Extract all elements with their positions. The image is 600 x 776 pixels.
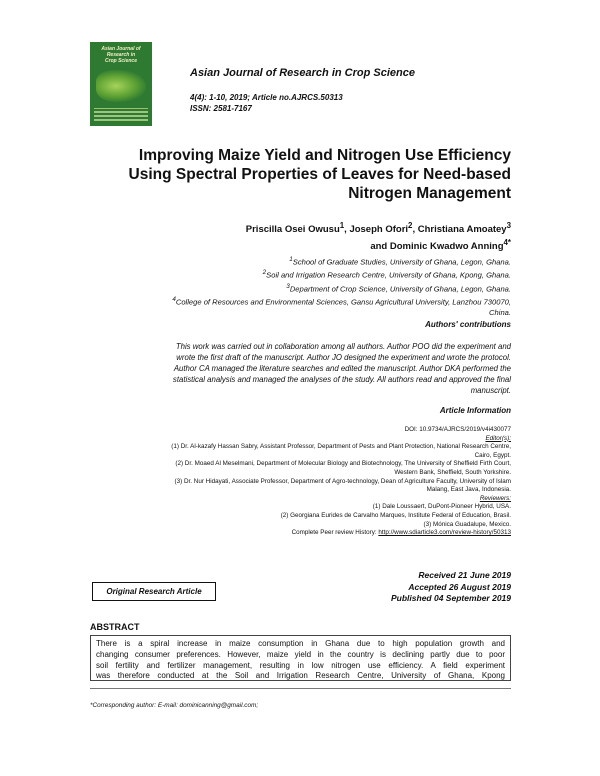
contributions-line: This work was carried out in collaboration among all authors. Author POO did the experiment and [175, 342, 511, 351]
affiliation [90, 268, 511, 281]
author-name: Christiana Amoatey [417, 224, 507, 236]
abstract-line: was therefore conducted at the Soil and Irrigation Research Centre, University of Ghana, Kpong [96, 671, 505, 681]
affiliation-sup: 1 [289, 256, 293, 263]
author-list [150, 219, 511, 253]
editor-line: (2) Dr. Moaed Al Meselmani, Department of Molecular Biology and Biotechnology, The University of Sheffield Firth Court, [175, 460, 511, 468]
author-line-1 [150, 219, 511, 236]
published-date: Published 04 September 2019 [391, 593, 511, 603]
reviewers-label: Reviewers: [479, 494, 511, 502]
contributions-line: manuscript. [470, 386, 511, 395]
doi: DOI: 10.9734/AJRCS/2019/v4i430077 [404, 426, 511, 433]
author-separator: , [412, 224, 418, 236]
abstract-box [90, 635, 511, 681]
abstract-heading: ABSTRACT [90, 622, 140, 632]
editor-line: Cairo, Egypt. [474, 451, 511, 459]
editor-line: Malang, East Java, Indonesia. [426, 486, 511, 494]
contributions-line: Author CA managed the literature searches and edited the manuscript. Author DKA performed the [173, 364, 511, 373]
editors-label: Editor(s): [485, 434, 511, 442]
reviewer-line: (2) Georgiana Eurides de Carvalho Marques, Institute Federal of Education, Brasil. [280, 511, 511, 519]
cover-title-line: Crop Science [105, 58, 137, 64]
peer-review-link[interactable]: http://www.sdiarticle3.com/review-history/50313 [378, 529, 511, 537]
corresponding-author-footnote: *Corresponding author: E-mail: dominicanning@gmail.com; [90, 702, 259, 709]
affiliation [90, 295, 511, 308]
journal-cover-image [90, 42, 152, 126]
reviewer-line: (1) Dale Loussaert, DuPont-Pioneer Hybrid, USA. [372, 503, 511, 511]
editor-line: (1) Dr. Al-kazafy Hassan Sabry, Assistant Professor, Department of Pests and Plant Protection, National Research Centre, [171, 443, 511, 451]
affiliation-text: Department of Crop Science, University of Ghana, Legon, Ghana. [289, 284, 511, 294]
affiliation [90, 308, 511, 319]
journal-issn: ISSN: 2581-7167 [190, 104, 252, 113]
journal-issue: 4(4): 1-10, 2019; Article no.AJRCS.50313 [190, 93, 343, 102]
affiliation-text: Soil and Irrigation Research Centre, University of Ghana, Kpong, Ghana. [266, 270, 511, 280]
affiliation-sup: 3 [286, 282, 290, 290]
editor-line: Western Bank, Sheffield, South Yorkshire. [394, 468, 511, 476]
author-name: Priscilla Osei Owusu [245, 224, 340, 236]
affiliation [90, 282, 511, 295]
author-sup: 4* [503, 238, 511, 248]
title-line: Improving Maize Yield and Nitrogen Use Efficiency [138, 147, 511, 164]
affiliation-sup: 2 [262, 269, 267, 277]
article-info-heading: Article Information [439, 406, 511, 415]
article-type-box: Original Research Article [92, 582, 216, 601]
cover-title-line: Asian Journal of Research in [101, 46, 141, 58]
title-line: Using Spectral Properties of Leaves for Need-based [128, 166, 511, 183]
cover-plant-illustration [96, 70, 146, 102]
abstract-line: There is a spiral increase in maize consumption in Ghana due to high population growth and [96, 639, 505, 648]
author-sup: 1 [339, 221, 345, 230]
cover-footer-lines [94, 108, 148, 123]
contributions-line: statistical analysis and managed the analyses of the study. All authors read and approved the final [172, 375, 511, 384]
author-sup: 3 [506, 221, 511, 230]
contributions-text [90, 341, 511, 396]
abstract-line: changing consumer preferences. However, maize yield in the country is declining partly due to poor [96, 649, 505, 659]
author-sup: 2 [408, 221, 413, 230]
contributions-heading: Authors' contributions [425, 320, 511, 329]
footnote-divider [90, 688, 511, 689]
journal-name: Asian Journal of Research in Crop Science [190, 67, 415, 79]
author-name: Joseph Ofori [349, 224, 409, 236]
affiliations [90, 255, 511, 319]
affiliation-text: School of Graduate Studies, University of Ghana, Legon, Ghana. [292, 257, 511, 267]
accepted-date: Accepted 26 August 2019 [408, 581, 511, 592]
editor-line: (3) Dr. Nur Hidayati, Associate Professor, Department of Agro-technology, Dean of Agriculture Faculty, University of Islam [174, 477, 511, 485]
received-date: Received 21 June 2019 [418, 570, 511, 580]
peer-review-history [90, 529, 511, 538]
cover-title [94, 46, 148, 64]
abstract-line: soil fertility and fertilizer management, resulting in low nitrogen use efficiency. A field experiment [96, 660, 505, 670]
contributions-line: wrote the first draft of the manuscript. Author JO designed the experiment and wrote the protocol. [176, 353, 511, 362]
affiliation-text: College of Resources and Environmental Sciences, Gansu Agricultural University, Lanzhou 730070, [175, 297, 511, 307]
affiliation-sup: 4 [172, 295, 176, 303]
article-info [90, 426, 511, 538]
author-separator: , [344, 224, 350, 236]
peer-review-label: Complete Peer review History: [291, 529, 379, 537]
paper-title [100, 146, 511, 203]
affiliation-text: China. [489, 308, 511, 318]
affiliation [90, 255, 511, 268]
reviewer-line: (3) Mónica Guadalupe, Mexico. [423, 520, 511, 528]
title-line: Nitrogen Management [348, 185, 511, 202]
author-line-2 [150, 236, 511, 253]
publication-dates [300, 570, 511, 605]
author-name: and Dominic Kwadwo Anning [370, 241, 504, 253]
